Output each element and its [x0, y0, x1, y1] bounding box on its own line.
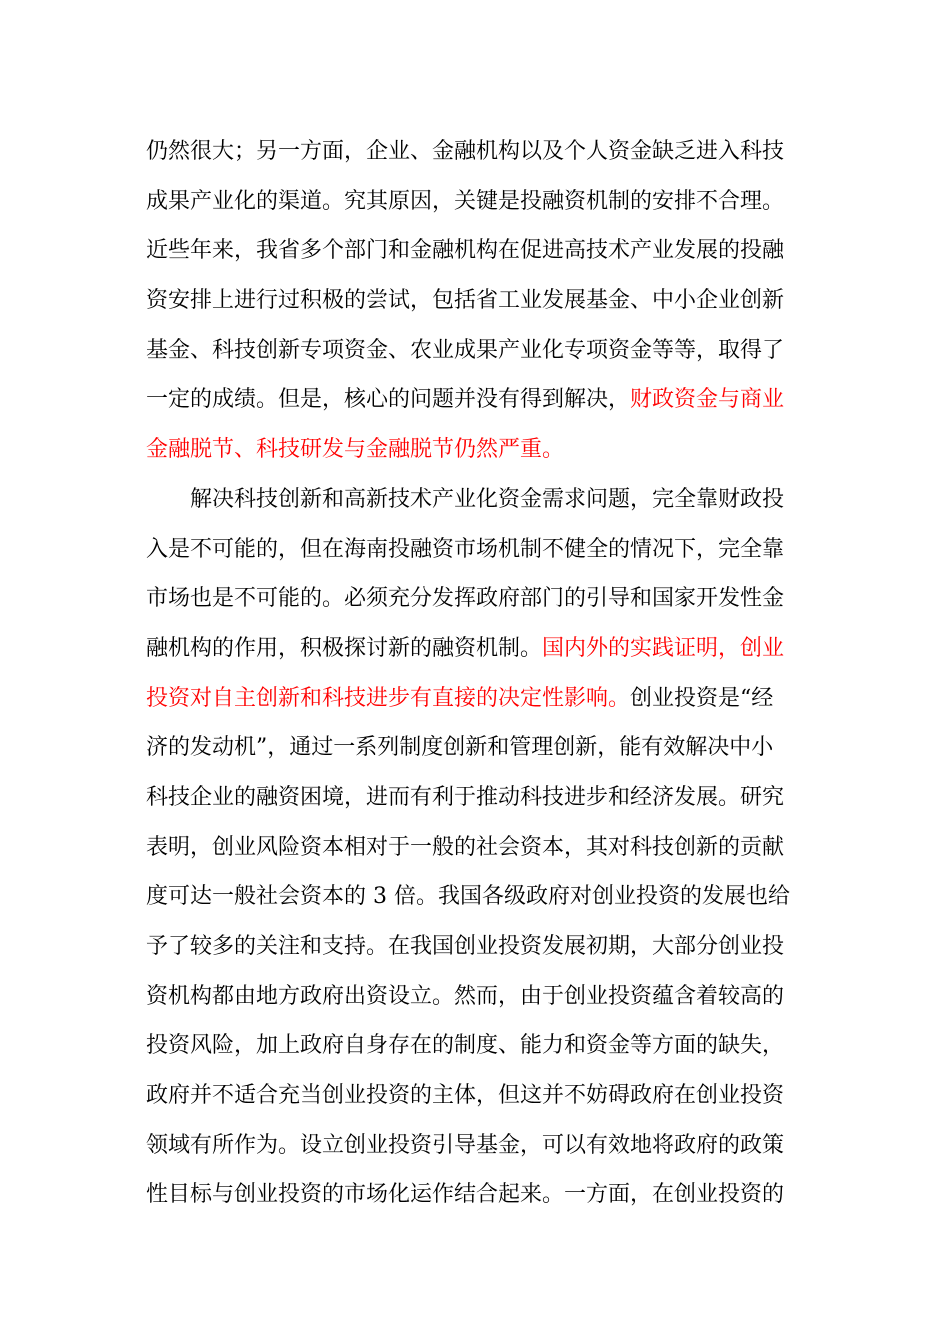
text-line: 资机构都由地方政府出资设立。然而，由于创业投资蕴含着较高的	[146, 983, 785, 1009]
text-line: 基金、科技创新专项资金、农业成果产业化专项资金等等，取得了	[146, 337, 785, 363]
highlighted-text: 财政资金与商业	[630, 387, 785, 413]
text-line: 成果产业化的渠道。究其原因，关键是投融资机制的安排不合理。	[146, 188, 785, 214]
paragraph-2	[146, 475, 806, 1220]
highlighted-text-line: 金融脱节、科技研发与金融脱节仍然严重。	[146, 437, 565, 463]
text-line: 予了较多的关注和支持。在我国创业投资发展初期，大部分创业投	[146, 934, 785, 959]
text-line	[146, 674, 806, 724]
text-line	[146, 375, 806, 425]
text-line: 近些年来，我省多个部门和金融机构在促进高技术产业发展的投融	[146, 238, 785, 264]
highlighted-text: 投资对自主创新和科技进步有直接的决定性影响。	[146, 685, 631, 711]
text-line: 解决科技创新和高新技术产业化资金需求问题，完全靠财政投	[146, 486, 785, 512]
text-line: 度可达一般社会资本的 3 倍。我国各级政府对创业投资的发展也给	[146, 884, 790, 910]
text-span: 融机构的作用，积极探讨新的融资机制。	[146, 635, 543, 661]
text-line: 科技企业的融资困境，进而有利于推动科技进步和经济发展。研究	[146, 784, 785, 810]
text-line: 仍然很大；另一方面，企业、金融机构以及个人资金缺乏进入科技	[146, 139, 785, 164]
document-body	[146, 127, 806, 1220]
text-line: 市场也是不可能的。必须充分发挥政府部门的引导和国家开发性金	[146, 586, 785, 612]
highlighted-text: 国内外的实践证明，创业	[542, 635, 785, 661]
text-span: 创业投资是“经	[630, 685, 774, 711]
text-line: 政府并不适合充当创业投资的主体，但这并不妨碍政府在创业投资	[146, 1083, 785, 1109]
text-line: 济的发动机”，通过一系列制度创新和管理创新，能有效解决中小	[146, 735, 774, 761]
text-line: 入是不可能的，但在海南投融资市场机制不健全的情况下，完全靠	[146, 536, 785, 562]
text-line	[146, 624, 806, 674]
text-line: 投资风险，加上政府自身存在的制度、能力和资金等方面的缺失，	[146, 1033, 785, 1059]
paragraph-1	[146, 127, 806, 475]
text-line: 资安排上进行过积极的尝试，包括省工业发展基金、中小企业创新	[146, 288, 785, 314]
text-line: 领域有所作为。设立创业投资引导基金，可以有效地将政府的政策	[146, 1132, 785, 1158]
text-line: 性目标与创业投资的市场化运作结合起来。一方面，在创业投资的	[146, 1182, 785, 1208]
text-span: 一定的成绩。但是，核心的问题并没有得到解决，	[146, 387, 631, 413]
text-line: 表明，创业风险资本相对于一般的社会资本，其对科技创新的贡献	[146, 834, 785, 860]
